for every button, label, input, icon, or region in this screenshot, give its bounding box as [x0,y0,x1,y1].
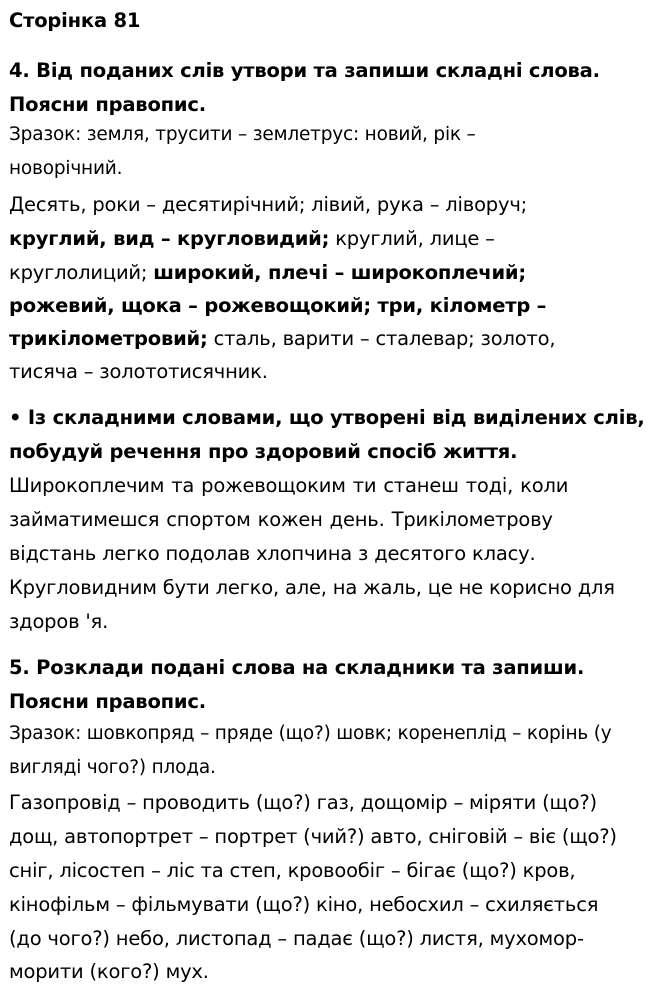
bullet-answer-line-3: відстань легко подолав хлопчина з десятого класу. [9,542,536,565]
highlighted-word-pair: широкий, плечі – широкоплечий; [153,261,526,284]
task4-body-line-4: рожевий, щока – рожевощокий; три, кілометр – [9,294,547,317]
task5-body-line-5: (до чого?) небо, листопад – падає (що?) листя, мухомор- [9,927,584,950]
bullet-answer-line-2: займатимешся спортом кожен день. Трикілометрову [9,508,553,531]
task5-heading-line-2: Поясни правопис. [9,690,206,713]
task5-body-line-2: дощ, автопортрет – портрет (чий?) авто, сніговій – віє (що?) [9,825,617,848]
highlighted-word-pair: круглий, вид – кругловидий; [9,227,330,250]
task4-example-line-1: Зразок: земля, трусити – землетрус: новий, рік – [9,124,476,145]
task5-example-line-1: Зразок: шовкопряд – пряде (що?) шовк; коренеплід – корінь (у [9,723,612,744]
highlighted-word: трикілометровий; [9,327,208,350]
task4-body-line-1: Десять, роки – десятирічний; лівий, рука – ліворуч; [9,193,528,216]
page-title: Сторінка 81 [9,9,141,32]
task5-body-line-6: морити (кого?) мух. [9,960,209,983]
task5-heading-line-1: 5. Розклади подані слова на складники та запиши. [9,656,585,679]
bullet-answer-line-4: Кругловидним бути легко, але, на жаль, це не корисно для [9,576,615,599]
task5-body-line-3: сніг, лісостеп – ліс та степ, кровообіг – бігає (що?) кров, [9,859,576,882]
task4-heading-line-1: 4. Від поданих слів утвори та запиши складні слова. [9,59,600,82]
task4-example-line-2: новорічний. [9,158,123,179]
plain-word-pair: сталь, варити – сталевар; золото, [207,327,556,350]
bullet-heading-line-1: • Із складними словами, що утворені від виділених слів, [9,406,645,429]
bullet-heading-line-2: побудуй речення про здоровий спосіб життя. [9,440,518,463]
task5-body-line-1: Газопровід – проводить (що?) газ, дощомір – міряти (що?) [9,791,597,814]
task5-example-line-2: вигляді чого?) плода. [9,757,216,778]
plain-word-pair: круглолиций; [9,261,154,284]
plain-word-pair: круглий, лице – [329,227,495,250]
bullet-answer-line-5: здоров 'я. [9,610,109,633]
task5-body-line-4: кінофільм – фільмувати (що?) кіно, небосхил – схиляється [9,893,599,916]
task4-body-line-6: тисяча – золототисячник. [9,360,268,383]
task4-body-line-5 [9,327,555,351]
task4-heading-line-2: Поясни правопис. [9,93,206,116]
task4-body-line-2 [9,227,495,251]
bullet-answer-line-1: Широкоплечим та рожевощоким ти станеш тоді, коли [9,474,569,497]
task4-body-line-3 [9,261,526,285]
